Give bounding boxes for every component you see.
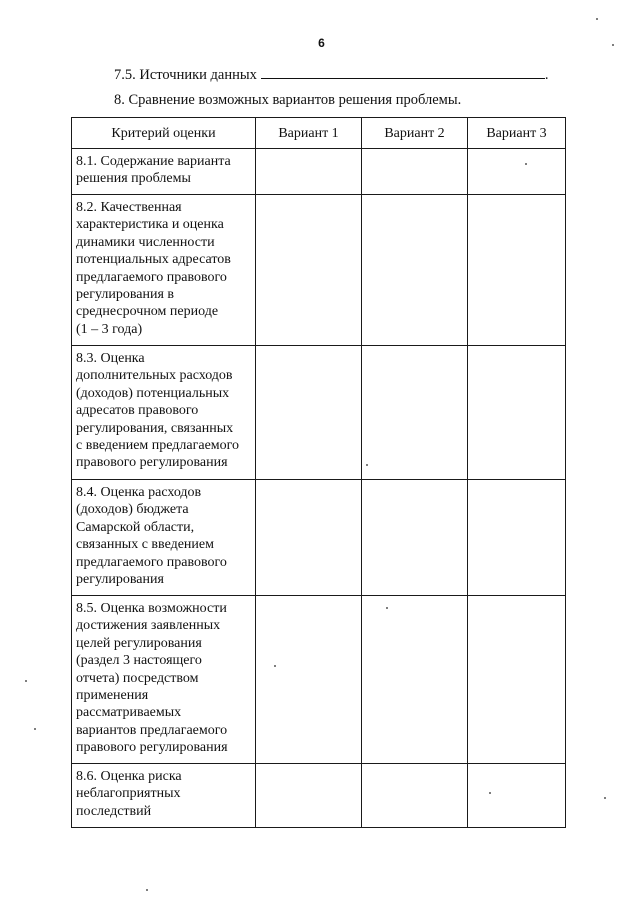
table-header-row <box>72 118 566 149</box>
criterion-8-5-text: 8.5. Оценка возможности достижения заявленных целей регулирования (раздел 3 настоящего отчета) посредством применения рассматриваемых вариантов предлагаемого правового регулирования <box>76 601 228 756</box>
criterion-8-3-text: 8.3. Оценка дополнительных расходов (доходов) потенциальных адресатов правового регулирования, связанных с введением предлагаемого правового регулирования <box>76 351 240 471</box>
option-2-cell <box>362 596 468 764</box>
data-sources-trailing-dot: . <box>544 67 549 83</box>
header-criterion: Критерий оценки <box>72 118 256 149</box>
scan-speck <box>366 464 368 466</box>
page-number: 6 <box>318 36 325 50</box>
table-row <box>72 596 566 764</box>
data-sources-fill-line <box>261 64 545 79</box>
header-option-1: Вариант 1 <box>256 118 362 149</box>
table-row <box>72 195 566 346</box>
option-1-cell <box>256 764 362 828</box>
option-3-cell <box>468 764 566 828</box>
option-2-cell <box>362 149 468 195</box>
option-3-cell <box>468 346 566 480</box>
criterion-8-6-text: 8.6. Оценка риска неблагоприятных последствий <box>76 769 182 819</box>
option-2-cell <box>362 346 468 480</box>
scan-speck <box>25 680 27 682</box>
scan-speck <box>596 18 598 20</box>
scan-speck <box>604 797 606 799</box>
table-row <box>72 346 566 480</box>
table-row <box>72 149 566 195</box>
criterion-cell <box>72 195 256 346</box>
header-option-2: Вариант 2 <box>362 118 468 149</box>
option-3-cell <box>468 195 566 346</box>
header-option-3: Вариант 3 <box>468 118 566 149</box>
scan-speck <box>489 792 491 794</box>
criterion-cell <box>72 346 256 480</box>
criterion-cell <box>72 480 256 596</box>
scan-speck <box>274 665 276 667</box>
option-1-cell <box>256 346 362 480</box>
criterion-8-2-text: 8.2. Качественная характеристика и оценка динамики численности потенциальных адресатов предлагаемого правового регулирования в среднесрочном периоде (1 – 3 года) <box>76 200 231 337</box>
data-sources-label: 7.5. Источники данных <box>114 67 257 83</box>
criterion-8-4-text: 8.4. Оценка расходов (доходов) бюджета Самарской области, связанных с введением предлагаемого правового регулирования <box>76 485 227 588</box>
scan-speck <box>146 889 148 891</box>
scan-speck <box>612 44 614 46</box>
scan-speck <box>34 728 36 730</box>
option-2-cell <box>362 764 468 828</box>
option-2-cell <box>362 195 468 346</box>
option-1-cell <box>256 596 362 764</box>
table-row <box>72 480 566 596</box>
option-1-cell <box>256 195 362 346</box>
section-heading: 8. Сравнение возможных вариантов решения проблемы. <box>114 92 462 108</box>
data-sources-line <box>114 64 549 84</box>
criterion-cell <box>72 764 256 828</box>
option-1-cell <box>256 149 362 195</box>
criterion-cell <box>72 596 256 764</box>
criterion-8-1-text: 8.1. Содержание варианта решения проблемы <box>76 154 231 187</box>
option-2-cell <box>362 480 468 596</box>
table-row <box>72 764 566 828</box>
scan-speck <box>386 607 388 609</box>
option-1-cell <box>256 480 362 596</box>
option-3-cell <box>468 480 566 596</box>
criterion-cell <box>72 149 256 195</box>
comparison-table <box>71 117 566 828</box>
option-3-cell <box>468 149 566 195</box>
scan-speck <box>525 163 527 165</box>
option-3-cell <box>468 596 566 764</box>
